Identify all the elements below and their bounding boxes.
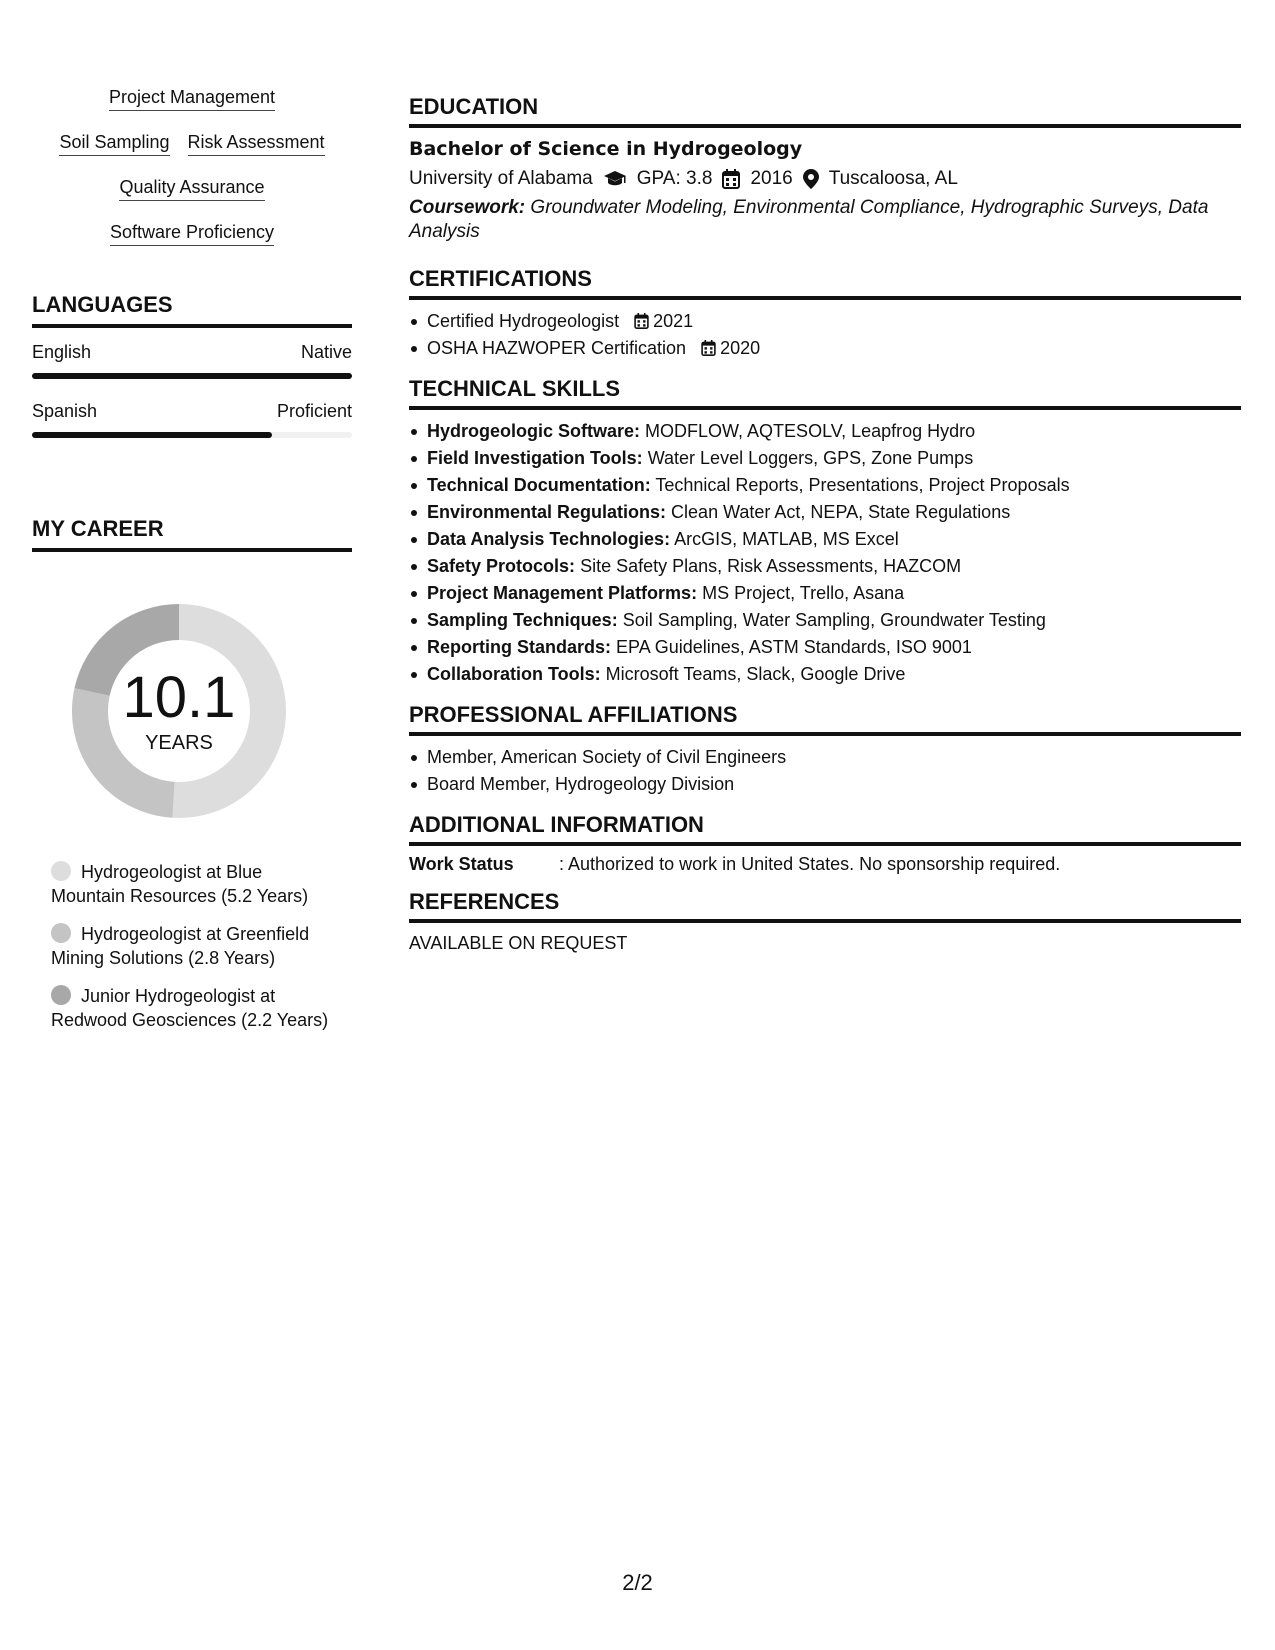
list-item: Collaboration Tools: Microsoft Teams, Slack, Google Drive xyxy=(409,661,1241,688)
career-legend-item xyxy=(51,984,331,1032)
references-section xyxy=(409,889,1241,954)
skills-tags xyxy=(32,86,352,246)
language-level: Proficient xyxy=(276,401,352,421)
list-item: Technical Documentation: Technical Reports, Presentations, Project Proposals xyxy=(409,472,1241,499)
list-item: Sampling Techniques: Soil Sampling, Water Sampling, Groundwater Testing xyxy=(409,607,1241,634)
list-item: Data Analysis Technologies: ArcGIS, MATLAB, MS Excel xyxy=(409,526,1241,553)
legend-dot xyxy=(51,923,71,943)
legend-label: Hydrogeologist at Greenfield Mining Solutions (2.8 Years) xyxy=(51,924,310,968)
career-legend xyxy=(51,860,331,1032)
list-item: Reporting Standards: EPA Guidelines, ASTM Standards, ISO 9001 xyxy=(409,634,1241,661)
work-status-label: Work Status xyxy=(409,854,514,874)
language-item xyxy=(32,401,352,438)
skill-tag: Project Management xyxy=(109,86,275,111)
affiliations-heading: PROFESSIONAL AFFILIATIONS xyxy=(409,702,1241,736)
career-donut xyxy=(64,596,294,826)
career-total-value: 10.1 xyxy=(122,664,236,730)
list-item: Board Member, Hydrogeology Division xyxy=(409,771,1241,798)
list-item: Member, American Society of Civil Engineers xyxy=(409,744,1241,771)
education-section xyxy=(409,94,1241,244)
language-bar xyxy=(32,373,352,379)
career-heading: MY CAREER xyxy=(32,516,352,552)
additional-info-heading: ADDITIONAL INFORMATION xyxy=(409,812,1241,846)
list-item: OSHA HAZWOPER Certification 2020 xyxy=(409,335,1241,362)
technical-skills-section xyxy=(409,376,1241,688)
school-name: University of Alabama xyxy=(409,168,593,189)
coursework-label: Coursework: xyxy=(409,197,526,218)
affiliations-list xyxy=(409,744,1241,798)
left-column xyxy=(32,86,352,1046)
calendar-icon xyxy=(634,313,649,329)
skill-row xyxy=(32,86,352,111)
location: Tuscaloosa, AL xyxy=(828,168,958,189)
career-legend-item xyxy=(51,922,331,970)
language-name: English xyxy=(32,342,92,362)
legend-label: Junior Hydrogeologist at Redwood Geosciences (2.2 Years) xyxy=(51,986,329,1030)
certifications-heading: CERTIFICATIONS xyxy=(409,266,1241,300)
language-bar-fill xyxy=(32,432,272,438)
legend-dot xyxy=(51,985,71,1005)
skill-row xyxy=(32,221,352,246)
language-level: Native xyxy=(300,342,352,362)
list-item: Certified Hydrogeologist 2021 xyxy=(409,308,1241,335)
references-text: AVAILABLE ON REQUEST xyxy=(409,933,628,953)
career-legend-item xyxy=(51,860,331,908)
skill-tag: Risk Assessment xyxy=(188,131,325,156)
additional-info-section xyxy=(409,812,1241,875)
coursework xyxy=(409,196,1241,244)
work-status-value: : Authorized to work in United States. No sponsorship required. xyxy=(559,854,1061,874)
language-bar-fill xyxy=(32,373,352,379)
list-item: Environmental Regulations: Clean Water Act, NEPA, State Regulations xyxy=(409,499,1241,526)
legend-label: Hydrogeologist at Blue Mountain Resources (5.2 Years) xyxy=(51,862,309,906)
technical-skills-heading: TECHNICAL SKILLS xyxy=(409,376,1241,410)
language-item xyxy=(32,342,352,379)
list-item: Field Investigation Tools: Water Level Loggers, GPS, Zone Pumps xyxy=(409,445,1241,472)
list-item: Safety Protocols: Site Safety Plans, Risk Assessments, HAZCOM xyxy=(409,553,1241,580)
calendar-icon xyxy=(701,340,716,356)
languages-section xyxy=(32,292,352,438)
skill-tag: Quality Assurance xyxy=(119,176,264,201)
coursework-list: Groundwater Modeling, Environmental Compliance, Hydrographic Surveys, Data Analysis xyxy=(409,197,1209,242)
career-total-unit: YEARS xyxy=(145,731,213,754)
right-column xyxy=(409,94,1241,968)
language-bar xyxy=(32,432,352,438)
references-heading: REFERENCES xyxy=(409,889,1241,923)
skill-row xyxy=(32,131,352,156)
page-number: 2/2 xyxy=(622,1570,653,1595)
technical-skills-list xyxy=(409,418,1241,688)
degree-title: Bachelor of Science in Hydrogeology xyxy=(409,138,803,160)
education-details xyxy=(409,168,1241,190)
language-name: Spanish xyxy=(32,401,98,421)
graduation-cap-icon xyxy=(603,170,627,188)
affiliations-section xyxy=(409,702,1241,798)
skill-row xyxy=(32,176,352,201)
graduation-year: 2016 xyxy=(750,168,793,189)
education-heading: EDUCATION xyxy=(409,94,1241,128)
certifications-section xyxy=(409,266,1241,362)
skill-tag: Software Proficiency xyxy=(110,221,274,246)
languages-heading: LANGUAGES xyxy=(32,292,352,328)
skill-tag: Soil Sampling xyxy=(59,131,169,156)
calendar-icon xyxy=(722,169,740,189)
gpa: GPA: 3.8 xyxy=(636,168,713,189)
list-item: Hydrogeologic Software: MODFLOW, AQTESOLV, Leapfrog Hydro xyxy=(409,418,1241,445)
work-status-row xyxy=(409,854,1241,875)
career-section xyxy=(32,516,352,1032)
map-pin-icon xyxy=(803,169,819,189)
certifications-list xyxy=(409,308,1241,362)
list-item: Project Management Platforms: MS Project, Trello, Asana xyxy=(409,580,1241,607)
legend-dot xyxy=(51,861,71,881)
